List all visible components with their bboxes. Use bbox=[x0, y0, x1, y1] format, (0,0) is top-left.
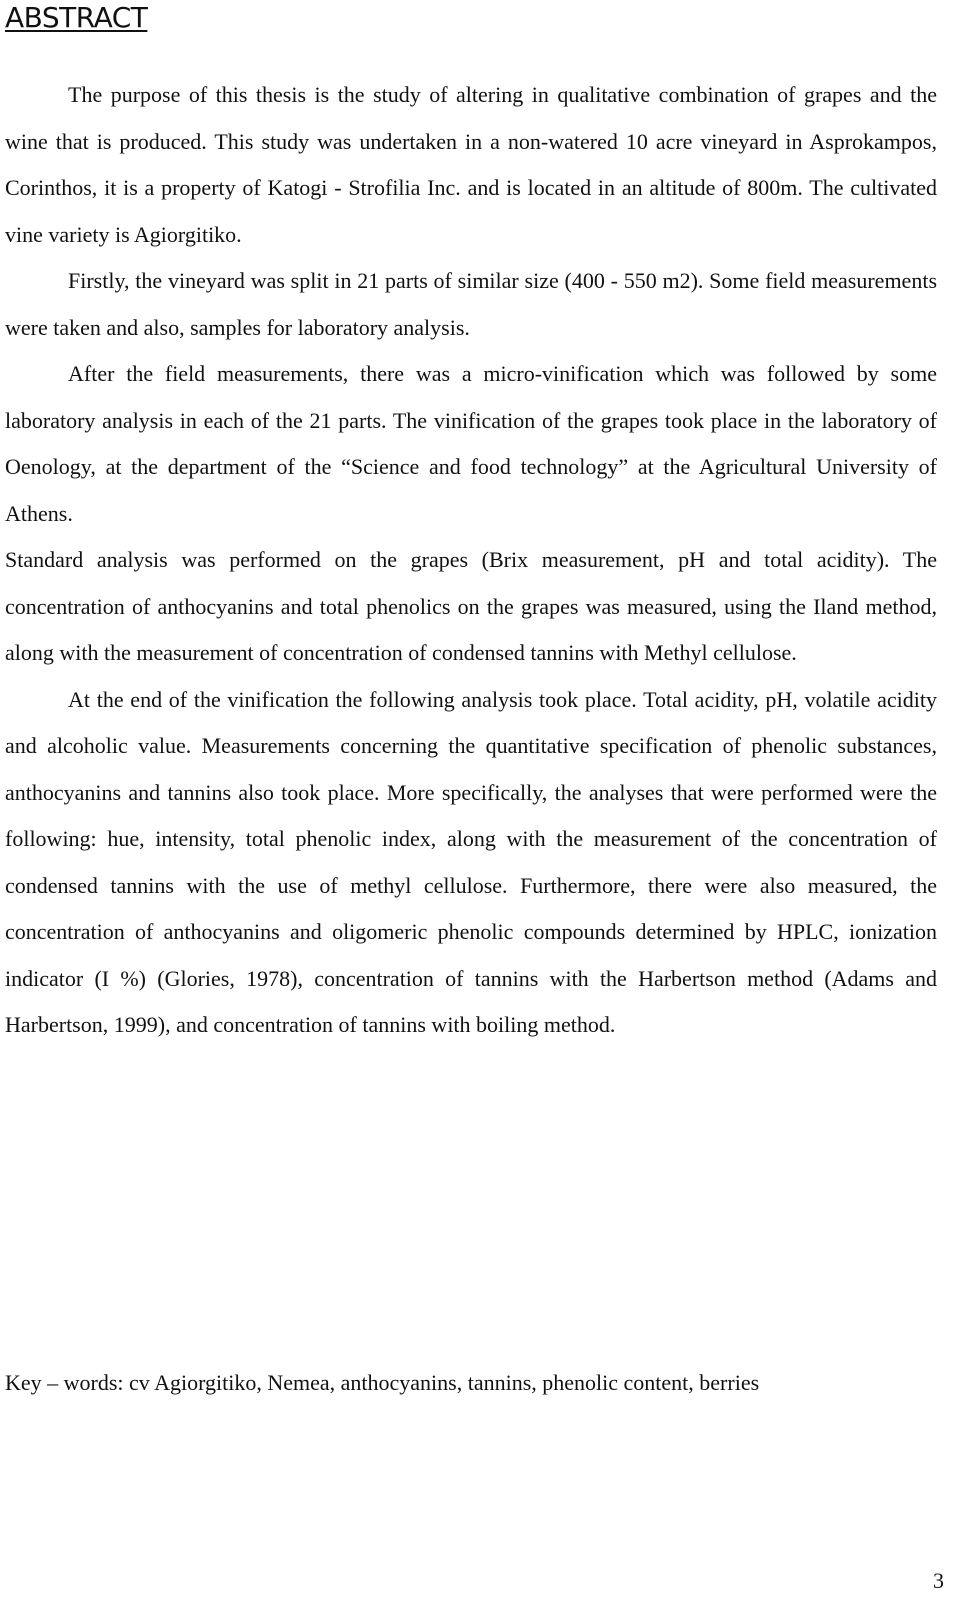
page-number: 3 bbox=[933, 1568, 944, 1593]
abstract-paragraph-1: The purpose of this thesis is the study of altering in qualitative combination of grapes and the wine that is produced. This study was undertaken in a non-watered 10 acre vineyard in Asprokampos, Corinthos, it is a property of Katogi - Strofilia Inc. and is located in an altitude of 800m. The cultivated vine variety is Agiorgitiko. bbox=[5, 82, 937, 247]
page-title: ABSTRACT bbox=[5, 1, 148, 34]
abstract-paragraph-2: Firstly, the vineyard was split in 21 parts of similar size (400 - 550 m2). Some field measurements were taken and also, samples for laboratory analysis. bbox=[5, 268, 937, 340]
keywords-line: Key – words: cv Agiorgitiko, Nemea, anthocyanins, tannins, phenolic content, berries bbox=[5, 1370, 760, 1395]
abstract-paragraph-4: Standard analysis was performed on the grapes (Brix measurement, pH and total acidity). The concentration of anthocyanins and total phenolics on the grapes was measured, using the Iland method, along with the measurement of concentration of condensed tannins with Methyl cellulose. bbox=[5, 547, 937, 665]
abstract-paragraph-5: At the end of the vinification the following analysis took place. Total acidity, pH, volatile acidity and alcoholic value. Measurements concerning the quantitative specification of phenolic substances, anthocyanins and tannins also took place. More specifically, the analyses that were performed were the following: hue, intensity, total phenolic index, along with the measurement of the concentration of condensed tannins with the use of methyl cellulose. Furthermore, there were also measured, the concentration of anthocyanins and oligomeric phenolic compounds determined by HPLC, ionization indicator (I %) (Glories, 1978), concentration of tannins with the Harbertson method (Adams and Harbertson, 1999), and concentration of tannins with boiling method. bbox=[5, 686, 937, 1037]
abstract-paragraph-3: After the field measurements, there was a micro-vinification which was followed by some laboratory analysis in each of the 21 parts. The vinification of the grapes took place in the laboratory of Oenology, at the department of the “Science and food technology” at the Agricultural University of Athens. bbox=[5, 361, 937, 526]
abstract-body bbox=[5, 72, 937, 1049]
